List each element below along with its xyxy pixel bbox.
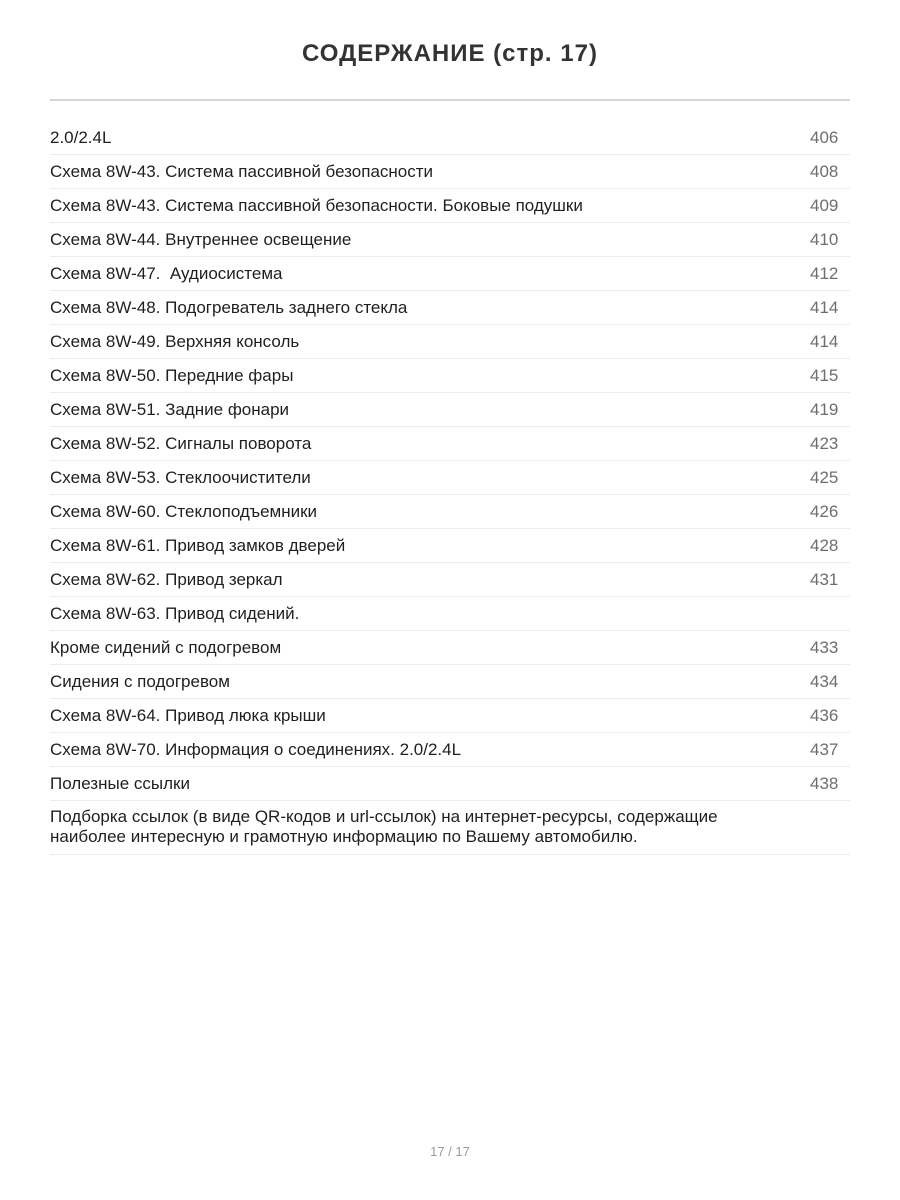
toc-entry-title: Схема 8W-62. Привод зеркал xyxy=(50,570,283,589)
toc-row[interactable] xyxy=(50,189,850,223)
toc-entry-title: Схема 8W-70. Информация о соединениях. 2.0/2.4L xyxy=(50,740,462,759)
toc-entry-title: Схема 8W-63. Привод сидений. xyxy=(50,604,300,623)
toc-entry-title: Схема 8W-50. Передние фары xyxy=(50,366,294,385)
toc-row[interactable] xyxy=(50,665,850,699)
toc-row[interactable] xyxy=(50,291,850,325)
toc-row[interactable] xyxy=(50,461,850,495)
toc-entry-page: 412 xyxy=(810,264,839,283)
toc-row[interactable] xyxy=(50,223,850,257)
page-title: СОДЕРЖАНИЕ (стр. 17) xyxy=(302,40,598,67)
table-of-contents xyxy=(50,121,850,855)
toc-row[interactable] xyxy=(50,597,850,631)
toc-entry-title: Схема 8W-51. Задние фонари xyxy=(50,400,290,419)
toc-row[interactable] xyxy=(50,155,850,189)
toc-entry-page: 425 xyxy=(810,468,839,487)
toc-row[interactable] xyxy=(50,529,850,563)
toc-entry-title: Схема 8W-60. Стеклоподъемники xyxy=(50,502,318,521)
toc-entry-page: 414 xyxy=(810,298,839,317)
toc-entry-title: Схема 8W-43. Система пассивной безопасности xyxy=(50,162,434,181)
toc-entry-title: Схема 8W-52. Сигналы поворота xyxy=(50,434,312,453)
toc-entry-page: 438 xyxy=(810,774,839,793)
toc-row[interactable] xyxy=(50,801,850,855)
toc-entry-title: Схема 8W-44. Внутреннее освещение xyxy=(50,230,352,249)
toc-entry-title: Схема 8W-61. Привод замков дверей xyxy=(50,536,346,555)
toc-entry-page: 433 xyxy=(810,638,839,657)
toc-entry-title: Схема 8W-47. Аудиосистема xyxy=(50,264,283,283)
toc-entry-title: Схема 8W-49. Верхняя консоль xyxy=(50,332,300,351)
toc-row[interactable] xyxy=(50,359,850,393)
toc-entry-title: Полезные ссылки xyxy=(50,774,190,793)
toc-entry-page: 437 xyxy=(810,740,839,759)
toc-row[interactable] xyxy=(50,393,850,427)
toc-entry-page: 434 xyxy=(810,672,839,691)
toc-entry-page: 406 xyxy=(810,128,839,147)
toc-row[interactable] xyxy=(50,325,850,359)
toc-row[interactable] xyxy=(50,733,850,767)
toc-entry-page: 423 xyxy=(810,434,839,453)
toc-entry-title: 2.0/2.4L xyxy=(50,128,112,147)
toc-entry-page: 414 xyxy=(810,332,839,351)
toc-entry-page: 408 xyxy=(810,162,839,181)
toc-entry-page: 415 xyxy=(810,366,839,385)
toc-row[interactable] xyxy=(50,631,850,665)
toc-entry-title: Схема 8W-64. Привод люка крыши xyxy=(50,706,326,725)
toc-entry-page: 410 xyxy=(810,230,839,249)
toc-row[interactable] xyxy=(50,257,850,291)
toc-entry-page: 426 xyxy=(810,502,839,521)
toc-row[interactable] xyxy=(50,495,850,529)
toc-entry-title: Сидения с подогревом xyxy=(50,672,230,691)
toc-entry-page: 431 xyxy=(810,570,839,589)
toc-entry-title: Схема 8W-48. Подогреватель заднего стекла xyxy=(50,298,408,317)
toc-entry-title: Схема 8W-43. Система пассивной безопасности. Боковые подушки xyxy=(50,196,583,215)
toc-row[interactable] xyxy=(50,427,850,461)
toc-row[interactable] xyxy=(50,767,850,801)
toc-entry-description: Подборка ссылок (в виде QR-кодов и url-ссылок) на интернет-ресурсы, содержащие наиболее интересную и грамотную информацию по Вашему автомобилю. xyxy=(50,807,718,846)
toc-row[interactable] xyxy=(50,563,850,597)
toc-entry-title: Схема 8W-53. Стеклоочистители xyxy=(50,468,311,487)
page-indicator: 17 / 17 xyxy=(430,1144,470,1159)
title-divider xyxy=(50,99,850,101)
toc-entry-page: 419 xyxy=(810,400,839,419)
toc-entry-page: 436 xyxy=(810,706,839,725)
toc-entry-page: 409 xyxy=(810,196,839,215)
toc-entry-page: 428 xyxy=(810,536,839,555)
toc-row[interactable] xyxy=(50,699,850,733)
toc-entry-title: Кроме сидений с подогревом xyxy=(50,638,282,657)
toc-row[interactable] xyxy=(50,121,850,155)
